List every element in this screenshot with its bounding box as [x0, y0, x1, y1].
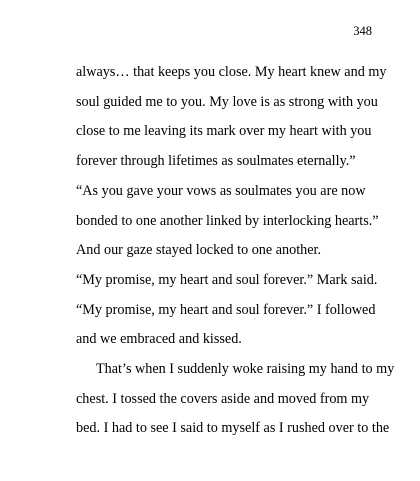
text-line: soul guided me to you. My love is as strong with you [76, 93, 378, 110]
text-line: “My promise, my heart and soul forever.” I followed [76, 301, 376, 318]
body-text [76, 58, 395, 444]
text-line: That’s when I suddenly woke raising my hand to my [96, 361, 395, 378]
text-line: always… that keeps you close. My heart knew and my [76, 64, 387, 80]
text-line: bonded to one another linked by interlocking hearts.” [76, 212, 379, 229]
text-line: “My promise, my heart and soul forever.” Mark said. [76, 271, 378, 288]
text-line: chest. I tossed the covers aside and moved from my [76, 390, 370, 407]
text-line: bed. I had to see I said to myself as I rushed over to the [76, 420, 390, 437]
text-line: “As you gave your vows as soulmates you are now [76, 182, 366, 199]
text-line: close to me leaving its mark over my heart with you [76, 123, 372, 140]
page-number: 348 [353, 24, 372, 38]
text-line: And our gaze stayed locked to one another. [76, 242, 322, 259]
text-line: and we embraced and kissed. [76, 331, 242, 348]
text-line: forever through lifetimes as soulmates eternally.” [76, 153, 356, 170]
